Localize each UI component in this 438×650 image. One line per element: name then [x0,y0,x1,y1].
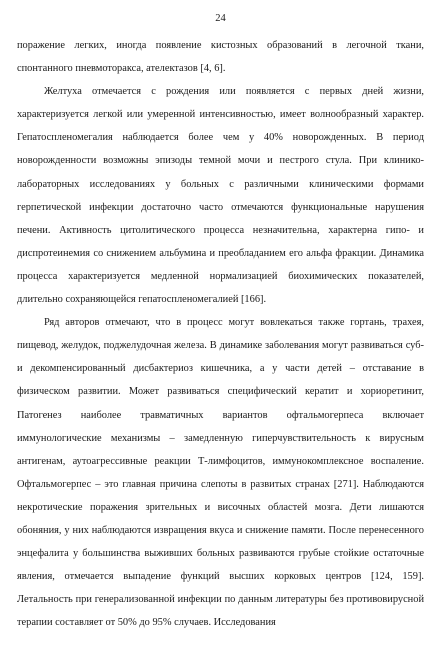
paragraph-jaundice: Желтуха отмечается с рождения или появляется с первых дней жизни, характеризуется легкой или умеренной интенсивностью, имеет волнообразный характер. Гепатоспленомегалия наблюдается более чем у 40% новорожденных. В период новорожденности возможны эпизоды темной мочи и пестрого стула. При клинико-лабораторных исследованиях у больных с различными клиническими формами герпетической инфекции достаточно часто отмечаются функциональные нарушения печени. Активность цитолитического процесса незначительна, характерна гипо- и диспротеинемия со снижением альбумина и преобладанием его альфа фракции. Динамика процесса характеризуется медленной нормализацией биохимических показателей, длительно сохраняющейся гепатоспленомегалией [166]. [17,86,424,306]
paragraph-authors: Ряд авторов отмечают, что в процесс могут вовлекаться также гортань, трахея, пищевод, желудок, поджелудочная железа. В динамике заболевания могут развиваться суб- и декомпенсированный дисбактериоз кишечника, а у части детей – отставание в физическом развитии. Может развиваться специфический кератит и хориоретинит, Патогенез наиболее травматичных вариантов офтальмогерпеса включает иммунологические механизмы – замедленную гиперчувствительность к вирусным антигенам, аутоагрессивные реакции Т-лимфоцитов, иммунокомплексное воспаление. Офтальмогерпес – это главная причина слепоты в развитых странах [271]. Наблюдаются некротические поражения зрительных и височных областей мозга. Дети лишаются обоняния, у них наблюдаются извращения вкуса и снижение памяти. После перенесенного энцефалита у большинства выживших больных развиваются грубые стойкие остаточные явления, отмечается выпадение функций высших корковых центров [124, 159]. Летальность при генерализованной инфекции по данным литературы без противовирусной терапии составляет от 50% до 95% случаев. Исследования [17,317,424,629]
paragraph-continuation: поражение легких, иногда появление кистозных образований в легочной ткани, спонтанного пневмоторакса, ателектазов [4, 6]. [17,40,424,75]
page-number: 24 [215,13,226,24]
body-text [17,34,424,634]
